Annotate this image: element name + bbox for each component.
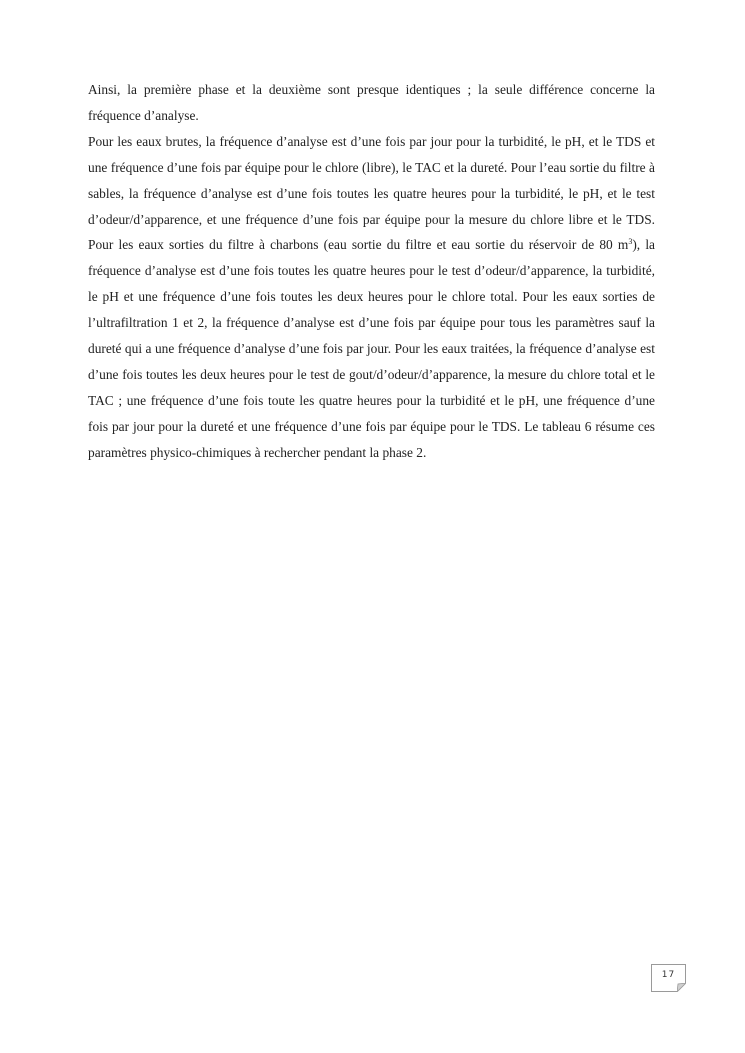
page-curl-icon xyxy=(677,983,686,992)
page-number-box xyxy=(651,964,686,992)
page-number: 17 xyxy=(661,970,676,980)
body-text xyxy=(88,77,655,466)
paragraph-frequency-start: Pour les eaux brutes, la fréquence d’analyse est d’une fois par jour pour la turbidité, le pH, et le TDS et une fréquence d’une fois par équipe pour le chlore (libre), le TAC et la dureté. Pour l’eau sortie du filtre à sables, la fréquence d’analyse est d’une fois toutes les quatre heures pour la turbidité, le pH, et le test d’odeur/d’apparence, et une fréquence d’une fois par équipe pour la mesure du chlore libre et le TDS. Pour les eaux sorties du filtre à charbons (eau sortie du filtre et eau sortie du réservoir de 80 m xyxy=(88,133,655,253)
paragraph-frequency xyxy=(88,129,655,466)
paragraph-intro: Ainsi, la première phase et la deuxième sont presque identiques ; la seule différence concerne la fréquence d’analyse. xyxy=(88,82,655,123)
paragraph-frequency-end: ), la fréquence d’analyse est d’une fois toutes les quatre heures pour le test d’odeur/d’apparence, la turbidité, le pH et une fréquence d’une fois toutes les deux heures pour le chlore total. Pour les eaux sorties de l’ultrafiltration 1 et 2, la fréquence d’analyse est d’une fois par équipe pour tous les paramètres sauf la dureté qui a une fréquence d’analyse d’une fois par jour. Pour les eaux traitées, la fréquence d’analyse est d’une fois toutes les deux heures pour le test de gout/d’odeur/d’apparence, la mesure du chlore total et le TAC ; une fréquence d’une fois toute les quatre heures pour la turbidité et le pH, une fréquence d’une fois par jour pour la dureté et une fréquence d’une fois par équipe pour le TDS. Le tableau 6 résume ces paramètres physico-chimiques à rechercher pendant la phase 2. xyxy=(88,237,655,460)
cubic-superscript: 3 xyxy=(628,237,633,247)
